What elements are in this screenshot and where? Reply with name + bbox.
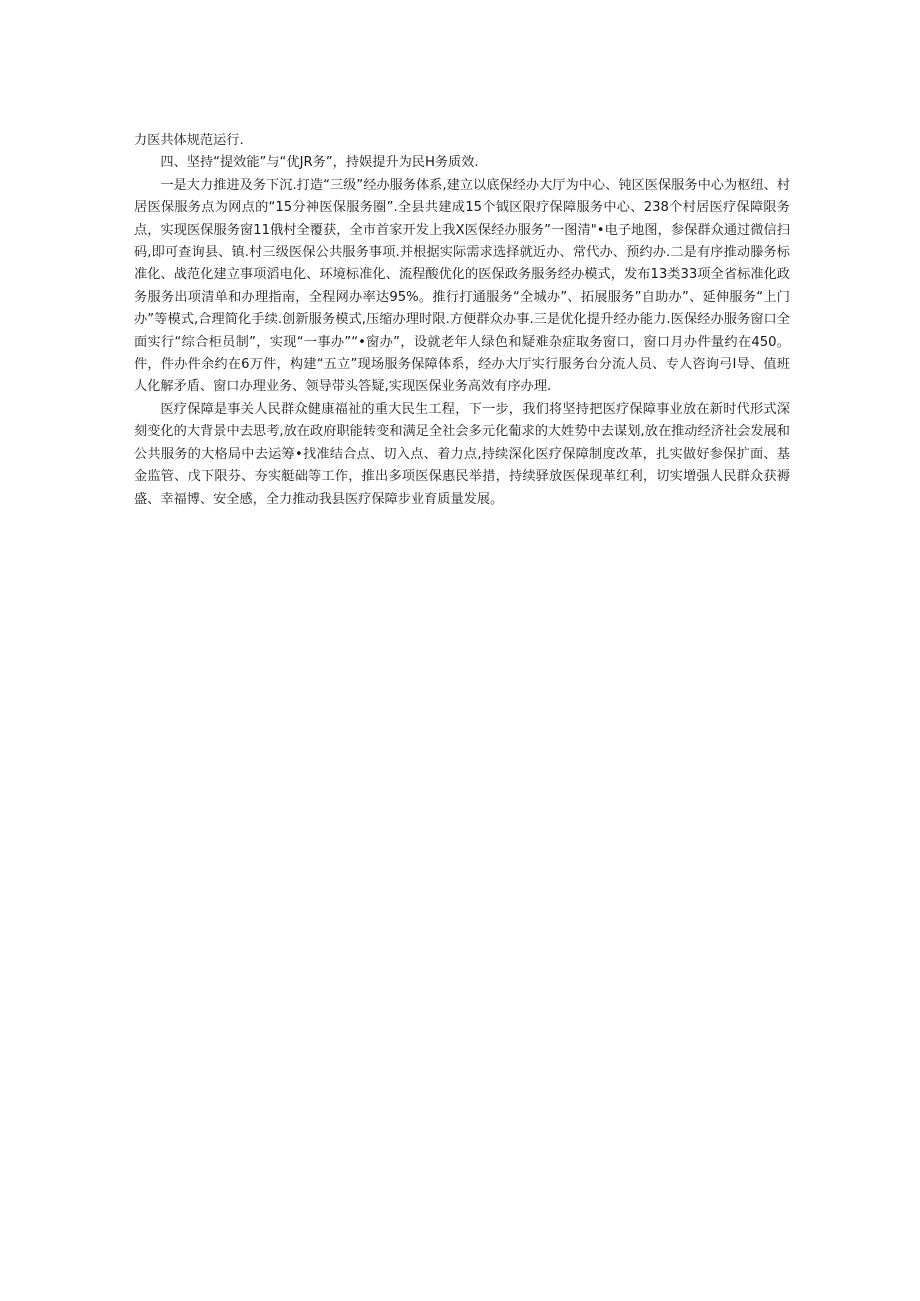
- paragraph-service-details: 一是大力推进及务下沉.打造“三级”经办服务体系,建立以底保经办大厅为中心、钝区医保服务中心为枢纽、村居医保服务点为网点的“15分神医保服务圈”.全县共建成15个钺区限疗保障服务中心、238个村居医疗保障限务点，实现医保服务窗11俄村全覆获，全市首家开发上我X医保经办服务”一图清"•电子地图，参保群众通过微信扫码,即可查询县、镇.村三级医保公共服务事项.并根据实际需求选择就近办、常代办、预约办.二是有序推动滕务标准化、战范化建立事项滔电化、环境标准化、流程酸优化的医保政务服务经办模式，发布13类33项全省标准化政务服务出项清单和办理指南，全程网办率达95%。推行打通服务“全城办”、拓展服务”自助办”、延伸服务“上门办”等模式,合理简化手续.创新服务模式,压缩办理时限.方便群众办事.三是优化提升经办能力.医保经办服务窗口全面实行“综合柜员制”，实现“一事办”“•窗办”，设就老年人绿色和疑难杂症取务窗口，窗口月办件量约在450。件，件办件余约在6万件，构建“五立”现场服务保障体系，经办大厅实行服务台分流人员、专人咨询弓I导、值班人化解矛盾、窗口办理业务、领导带头答疑,实现医保业务高效有序办理.: [134, 177, 790, 395]
- paragraph-continuation: 力医共体规范运行.: [134, 133, 244, 148]
- paragraph-conclusion: 医疗保障是事关人民群众健康福祉的重大民生工程，下一步，我们将坚持把医疗保障事业放在新时代形式深刻变化的大背景中去思考,放在政府职能转变和满足全社会多元化葡求的大姓势中去谋划,放在推动经济社会发展和公共服务的大格局中去运筹•找准结合点、切入点、着力点,持续深化医疗保障制度改革，扎实做好参保扩面、基金监管、戊下限芬、夯实艇础等工作，推出多项医保惠民举措，持续驿放医保现革红利，切实增强人民群众获褥盛、幸福博、安全感，全力推动我县医疗保障步业育质量发展。: [134, 401, 790, 507]
- section-heading-four: 四、坚持“提效能”与“优JR务”，持娱提升为民H务质效.: [160, 155, 479, 171]
- document-body: [134, 130, 790, 511]
